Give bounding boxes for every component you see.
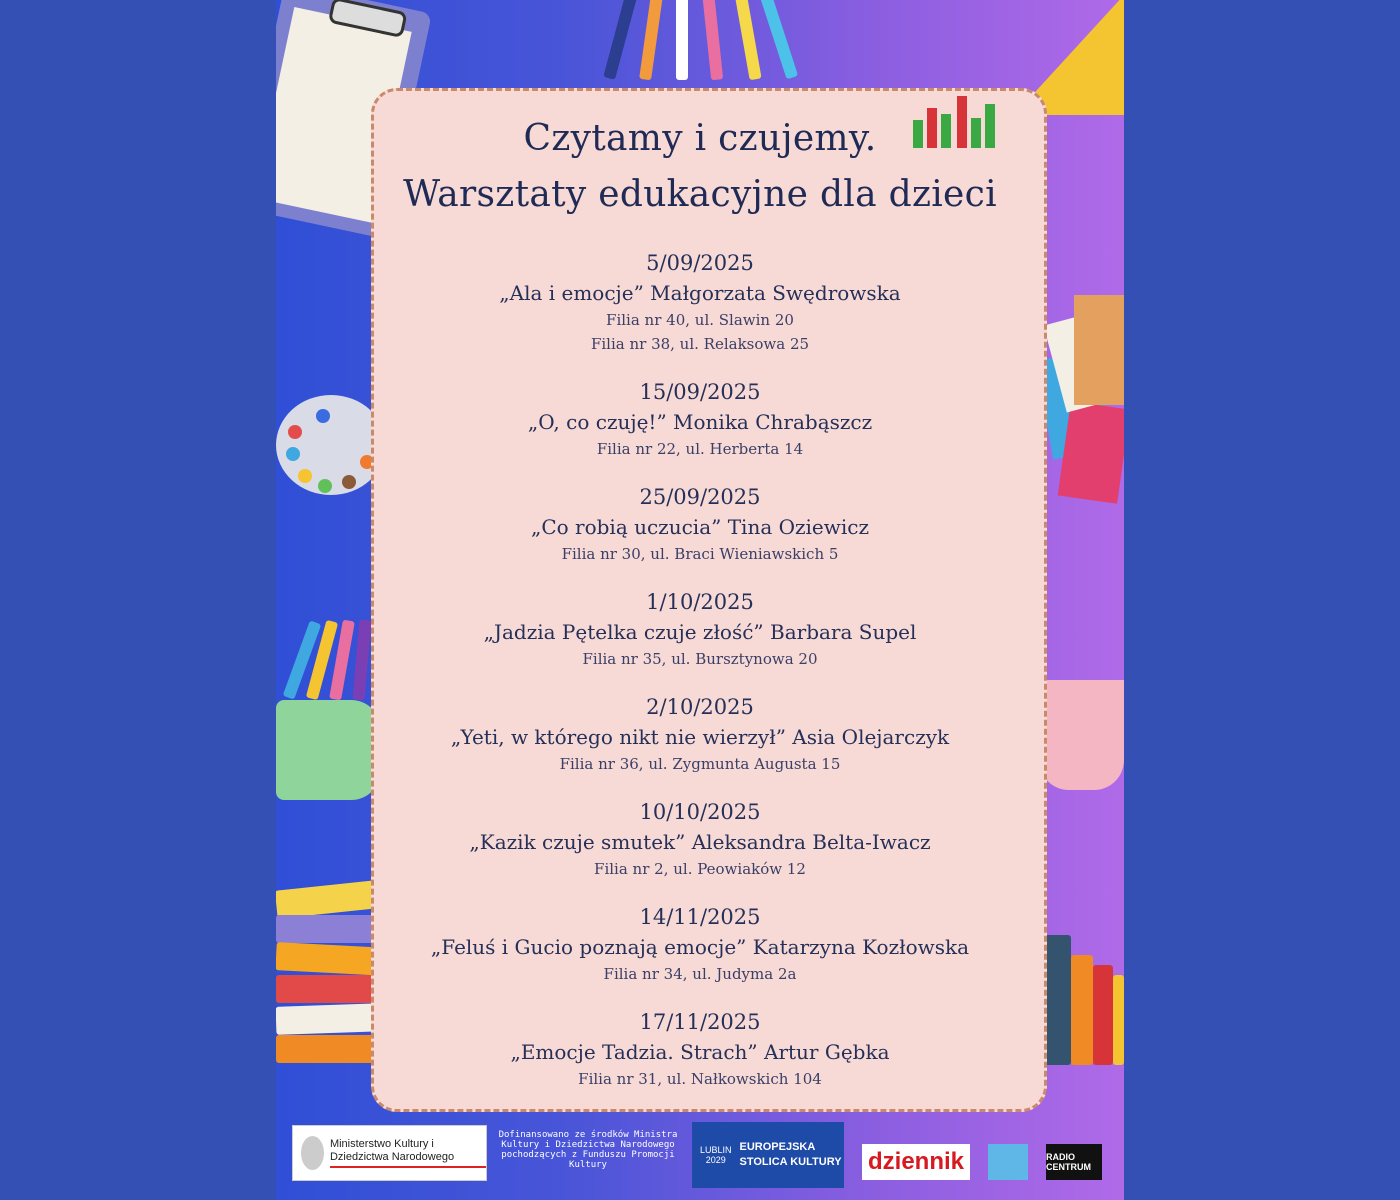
page-title-line2: Warsztaty edukacyjne dla dzieci xyxy=(403,174,997,215)
event-location: Filia nr 31, ul. Nałkowskich 104 xyxy=(578,1070,822,1088)
page-title-line1: Czytamy i czujemy. xyxy=(523,118,877,159)
event-title: „Jadzia Pętelka czuje złość” Barbara Supel xyxy=(483,620,917,644)
event-item xyxy=(276,248,1124,377)
event-location: Filia nr 22, ul. Herberta 14 xyxy=(596,440,804,458)
event-date: 17/11/2025 xyxy=(639,1010,761,1034)
esk-text: EUROPEJSKA STOLICA KULTURY xyxy=(739,1141,842,1168)
paintbrushes-illustration xyxy=(606,0,826,100)
radio-centrum-logo: RADIO CENTRUM xyxy=(1046,1144,1102,1180)
event-date: 25/09/2025 xyxy=(639,485,761,509)
event-location: Filia nr 34, ul. Judyma 2a xyxy=(603,965,797,983)
event-location: Filia nr 2, ul. Peowiaków 12 xyxy=(594,860,806,878)
event-item xyxy=(276,692,1124,797)
event-location: Filia nr 30, ul. Braci Wieniawskich 5 xyxy=(561,545,839,563)
event-item xyxy=(276,902,1124,1007)
event-date: 5/09/2025 xyxy=(646,251,754,275)
event-title: „Kazik czuje smutek” Aleksandra Belta-Iwacz xyxy=(469,830,931,854)
eagle-emblem-icon xyxy=(301,1136,324,1170)
event-location: Filia nr 38, ul. Relaksowa 25 xyxy=(590,335,810,353)
sponsor-footer xyxy=(276,1122,1124,1186)
event-date: 15/09/2025 xyxy=(639,380,761,404)
event-title: „Yeti, w którego nikt nie wierzył” Asia Olejarczyk xyxy=(450,725,950,749)
radio-lublin-logo xyxy=(988,1144,1028,1180)
esk-mark: LUBLIN 2029 xyxy=(700,1145,732,1165)
event-item xyxy=(276,797,1124,902)
event-item xyxy=(276,377,1124,482)
event-title: „Emocje Tadzia. Strach” Artur Gębka xyxy=(510,1040,890,1064)
dziennik-logo: dziennik xyxy=(862,1144,970,1180)
funding-note: Dofinansowano ze środków Ministra Kultury i Dziedzictwa Narodowego pochodzących z Funduszu Promocji Kultury xyxy=(498,1130,678,1170)
event-title: „Ala i emocje” Małgorzata Swędrowska xyxy=(499,281,901,305)
esk-logo xyxy=(692,1122,844,1188)
event-date: 1/10/2025 xyxy=(646,590,754,614)
event-item xyxy=(276,587,1124,692)
event-title: „O, co czuję!” Monika Chrabąszcz xyxy=(527,410,873,434)
event-item xyxy=(276,482,1124,587)
poster xyxy=(276,0,1124,1200)
events-list xyxy=(276,248,1124,1112)
event-item xyxy=(276,1007,1124,1112)
event-title: „Co robią uczucia” Tina Oziewicz xyxy=(530,515,870,539)
ministry-logo xyxy=(292,1125,487,1181)
event-date: 10/10/2025 xyxy=(639,800,761,824)
event-date: 2/10/2025 xyxy=(646,695,754,719)
event-location: Filia nr 36, ul. Zygmunta Augusta 15 xyxy=(559,755,841,773)
event-date: 14/11/2025 xyxy=(639,905,761,929)
event-location: Filia nr 40, ul. Slawin 20 xyxy=(606,311,794,329)
ministry-name: Ministerstwo Kultury i Dziedzictwa Narodowego xyxy=(330,1138,486,1168)
event-location: Filia nr 35, ul. Bursztynowa 20 xyxy=(582,650,818,668)
event-title: „Feluś i Gucio poznają emocje” Katarzyna Kozłowska xyxy=(430,935,970,959)
